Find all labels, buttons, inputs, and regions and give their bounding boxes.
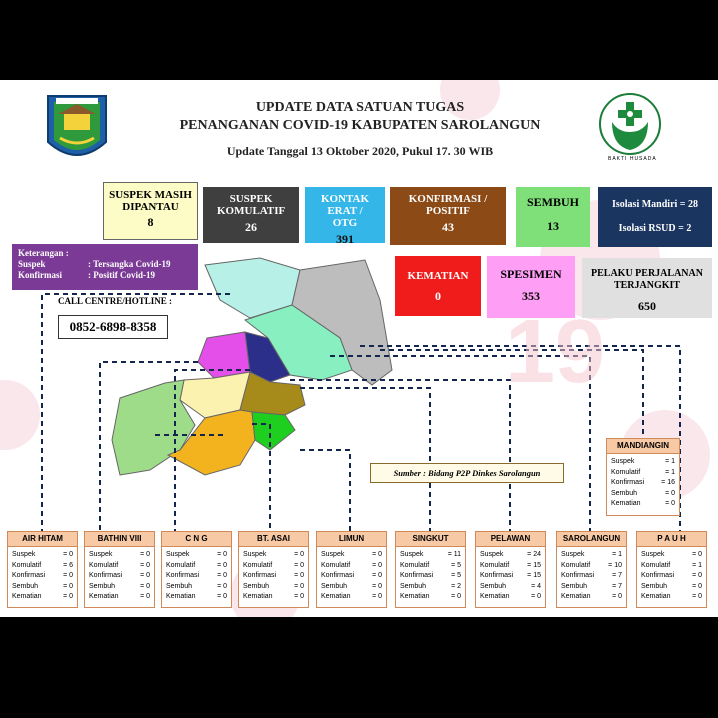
district-stat-row xyxy=(166,561,227,572)
district-name: C N G xyxy=(162,532,231,547)
stat-label: Konfirmasi xyxy=(243,572,277,579)
district-stat-row xyxy=(641,561,702,572)
district-stat-row xyxy=(480,571,541,582)
district-stat-row xyxy=(321,571,382,582)
source-note: Sumber : Bidang P2P Dinkes Sarolangun xyxy=(370,463,564,483)
stat-label: Suspek xyxy=(89,551,113,558)
district-name: SINGKUT xyxy=(396,532,465,547)
stat-label: Suspek xyxy=(243,551,267,558)
district-card xyxy=(636,531,707,608)
stat-value: = 0 xyxy=(63,593,73,600)
title-line-2: PENANGANAN COVID-19 KABUPATEN SAROLANGUN xyxy=(179,118,541,133)
stat-value: = 6 xyxy=(63,561,73,569)
stat-value: = 0 xyxy=(692,593,702,600)
stat-label: Kematian xyxy=(89,593,119,600)
stat-value: = 7 xyxy=(612,582,622,590)
district-stat-row xyxy=(400,550,461,561)
stat-value: = 0 xyxy=(372,582,382,590)
stat-label: SUSPEK MASIH DIPANTAU xyxy=(109,189,192,213)
stat-value: = 4 xyxy=(531,582,541,590)
legend-title: Keterangan : xyxy=(18,248,69,258)
district-stat-row xyxy=(561,550,622,561)
stat-value: = 0 xyxy=(140,582,150,590)
stat-label: Komulatif xyxy=(166,561,196,569)
district-card-mandiangin: MANDIANGIN Suspek = 1 Komulatif = 1 Konfirmasi = 16 Sembuh = 0 Kematian = 0 xyxy=(606,438,680,516)
stat-value: 353 xyxy=(522,289,540,303)
stat-label: Konfirmasi xyxy=(321,572,355,579)
stat-label: Konfirmasi xyxy=(561,572,595,579)
stat-value: = 11 xyxy=(447,551,461,558)
stat-label: SEMBUH xyxy=(526,195,579,209)
isolasi-mandiri: Isolasi Mandiri = 28 xyxy=(612,199,698,210)
stat-value: = 24 xyxy=(527,551,541,558)
stat-label: Kematian xyxy=(641,593,671,600)
stat-value: = 0 xyxy=(294,551,304,558)
district-stat-row xyxy=(480,561,541,572)
district-stat-row xyxy=(561,592,622,603)
stat-label: Konfirmasi xyxy=(89,572,123,579)
stat-value: = 0 xyxy=(217,572,227,579)
stat-label: Kematian xyxy=(12,593,42,600)
district-stat-row xyxy=(166,571,227,582)
district-stat-row xyxy=(243,550,304,561)
stat-label: KONTAK ERAT / OTG xyxy=(320,193,370,229)
stat-value: = 0 xyxy=(217,593,227,600)
stat-label: PELAKU PERJALANAN TERJANGKIT xyxy=(591,268,703,291)
district-stat-row xyxy=(243,561,304,572)
district-stat-row xyxy=(89,561,150,572)
district-stat-row xyxy=(400,561,461,572)
stat-value: = 0 xyxy=(692,551,702,558)
hotline-number[interactable]: 0852-6898-8358 xyxy=(58,315,168,339)
legend-value: : Positif Covid-19 xyxy=(88,270,155,280)
district-stat-row xyxy=(561,582,622,593)
stat-value: = 0 xyxy=(372,561,382,569)
stat-value: = 5 xyxy=(451,561,461,569)
district-stat-row xyxy=(561,571,622,582)
stat-label: Suspek xyxy=(166,551,190,558)
stat-value: = 5 xyxy=(451,572,461,579)
map-region-limun xyxy=(198,332,250,378)
stat-value: = 0 xyxy=(692,582,702,590)
district-stat-row xyxy=(89,592,150,603)
district-name: AIR HITAM xyxy=(8,532,77,547)
stat-value: 13 xyxy=(547,219,559,233)
stat-label: Sembuh xyxy=(243,582,270,590)
district-stat-row xyxy=(12,582,73,593)
stat-value: = 2 xyxy=(451,582,461,590)
district-card xyxy=(161,531,232,608)
district-name: SAROLANGUN xyxy=(557,532,626,547)
district-stat-row xyxy=(480,550,541,561)
stat-value: = 0 xyxy=(372,551,382,558)
stat-label: Komulatif xyxy=(89,561,119,569)
legend-key: Konfirmasi xyxy=(18,270,62,280)
district-stat-row xyxy=(480,582,541,593)
district-stat-row xyxy=(12,571,73,582)
stat-value: 26 xyxy=(245,220,257,234)
stat-label: Konfirmasi xyxy=(480,572,514,579)
stat-label: Konfirmasi xyxy=(166,572,200,579)
stat-label: Komulatif xyxy=(641,561,671,569)
stat-label: Komulatif xyxy=(12,561,42,569)
stat-label: Sembuh xyxy=(480,582,507,590)
logo-caption: BAKTI HUSADA xyxy=(608,156,657,162)
isolasi-rsud: Isolasi RSUD = 2 xyxy=(618,223,692,234)
stat-label: Komulatif xyxy=(321,561,351,569)
stat-label: Sembuh xyxy=(321,582,348,590)
district-stat-row xyxy=(166,582,227,593)
district-stat-row xyxy=(89,571,150,582)
stat-label: Kematian xyxy=(321,593,351,600)
stat-value: = 1 xyxy=(692,561,702,569)
district-stat-row xyxy=(12,550,73,561)
stat-value: = 0 xyxy=(612,593,622,600)
stat-label: Komulatif xyxy=(480,561,510,569)
update-date: Update Tanggal 13 Oktober 2020, Pukul 17. 30 WIB xyxy=(226,144,494,158)
stat-label: Sembuh xyxy=(89,582,116,590)
stat-value: = 0 xyxy=(217,561,227,569)
district-card xyxy=(7,531,78,608)
district-card xyxy=(84,531,155,608)
district-name: LIMUN xyxy=(317,532,386,547)
stat-value: = 0 xyxy=(531,593,541,600)
stat-label: Sembuh xyxy=(12,582,39,590)
legend-value: : Tersangka Covid-19 xyxy=(88,259,171,269)
district-card xyxy=(316,531,387,608)
stat-value: = 0 xyxy=(294,593,304,600)
district-stat-row xyxy=(321,582,382,593)
stat-value: = 0 xyxy=(140,561,150,569)
district-name: MANDIANGIN xyxy=(607,439,679,454)
stat-value: = 15 xyxy=(527,572,541,579)
stat-value: = 0 xyxy=(140,551,150,558)
district-stat-row xyxy=(321,592,382,603)
stat-value: = 0 xyxy=(63,582,73,590)
stat-value: = 0 xyxy=(451,593,461,600)
stat-label: Suspek xyxy=(400,551,424,558)
district-stat-row xyxy=(321,550,382,561)
stat-value: = 0 xyxy=(63,551,73,558)
district-stat-row xyxy=(89,582,150,593)
stat-value: = 15 xyxy=(527,561,541,569)
stat-label: Suspek xyxy=(12,551,36,558)
district-stat-row xyxy=(641,592,702,603)
stat-value: = 0 xyxy=(140,593,150,600)
stat-value: = 0 xyxy=(294,582,304,590)
stat-label: Suspek xyxy=(321,551,345,558)
stat-label: Kematian xyxy=(400,593,430,600)
stat-label: Kematian xyxy=(243,593,273,600)
district-stat-row xyxy=(641,550,702,561)
stat-label: Kematian xyxy=(480,593,510,600)
stat-label: Suspek xyxy=(641,551,665,558)
stat-value: = 0 xyxy=(294,572,304,579)
stat-value: = 0 xyxy=(294,561,304,569)
stat-value: = 0 xyxy=(692,572,702,579)
stat-value: = 7 xyxy=(612,572,622,579)
district-stat-row xyxy=(480,592,541,603)
stat-value: 8 xyxy=(147,215,154,229)
stat-label: Kematian xyxy=(561,593,591,600)
stat-label: Konfirmasi xyxy=(400,572,434,579)
stat-label: KONFIRMASI / POSITIF xyxy=(408,193,488,217)
stat-value: 650 xyxy=(638,299,656,313)
district-card xyxy=(238,531,309,608)
stat-value: = 0 xyxy=(140,572,150,579)
stat-value: = 0 xyxy=(217,582,227,590)
district-name: PELAWAN xyxy=(476,532,545,547)
district-stat-row xyxy=(243,571,304,582)
district-stat-row xyxy=(400,582,461,593)
stat-label: Sembuh xyxy=(641,582,668,590)
stat-label: SUSPEK KOMULATIF xyxy=(217,193,286,217)
district-stat-row xyxy=(89,550,150,561)
legend-key: Suspek xyxy=(18,259,46,269)
stat-value: = 10 xyxy=(608,561,622,569)
stat-label: KEMATIAN xyxy=(407,270,469,282)
district-stat-row xyxy=(641,582,702,593)
district-card xyxy=(556,531,627,608)
district-stat-row xyxy=(561,561,622,572)
stat-value: = 1 xyxy=(612,551,622,558)
call-centre-label: CALL CENTRE/HOTLINE : xyxy=(58,296,173,306)
district-stat-row xyxy=(12,592,73,603)
district-stat-row xyxy=(641,571,702,582)
stat-value: = 0 xyxy=(217,551,227,558)
district-stat-row xyxy=(400,592,461,603)
stat-label: Sembuh xyxy=(400,582,427,590)
stat-value: 0 xyxy=(435,289,441,303)
stat-label: Kematian xyxy=(166,593,196,600)
district-stat-row xyxy=(166,592,227,603)
stat-value: = 0 xyxy=(372,593,382,600)
stat-value: = 0 xyxy=(372,572,382,579)
stat-label: Konfirmasi xyxy=(12,572,46,579)
stat-label: Komulatif xyxy=(400,561,430,569)
stat-label: Komulatif xyxy=(243,561,273,569)
stat-value: 43 xyxy=(442,220,454,234)
stat-label: SPESIMEN xyxy=(500,267,562,281)
district-stat-row xyxy=(321,561,382,572)
district-stat-row xyxy=(243,592,304,603)
stat-value: 391 xyxy=(336,232,354,246)
stat-label: Sembuh xyxy=(561,582,588,590)
stat-label: Konfirmasi xyxy=(641,572,675,579)
title-line-1: UPDATE DATA SATUAN TUGAS xyxy=(255,100,465,115)
stat-label: Suspek xyxy=(561,551,585,558)
stat-label: Suspek xyxy=(480,551,504,558)
district-stat-row xyxy=(166,550,227,561)
stat-label: Sembuh xyxy=(166,582,193,590)
district-stat-row xyxy=(12,561,73,572)
district-card xyxy=(395,531,466,608)
district-name: BATHIN VIII xyxy=(85,532,154,547)
svg-text:19: 19 xyxy=(505,302,606,402)
stat-value: = 0 xyxy=(63,572,73,579)
map-region-cng xyxy=(252,412,295,450)
district-stat-row xyxy=(243,582,304,593)
infographic-poster xyxy=(0,80,718,617)
district-stat-row xyxy=(400,571,461,582)
district-name: BT. ASAI xyxy=(239,532,308,547)
stat-label: Komulatif xyxy=(561,561,591,569)
district-card xyxy=(475,531,546,608)
district-name: P A U H xyxy=(637,532,706,547)
